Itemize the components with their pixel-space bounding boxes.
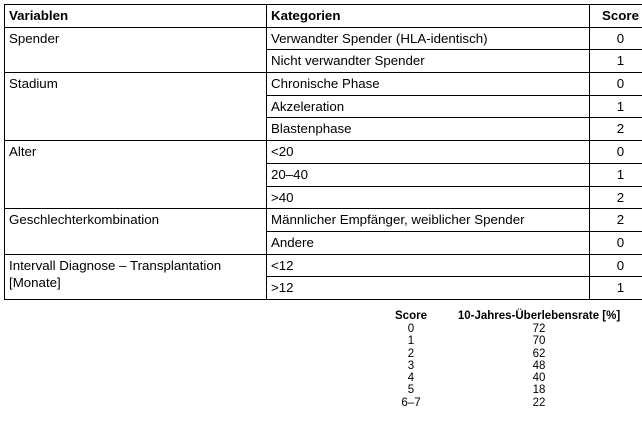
survival-rate-value: 62 bbox=[532, 347, 546, 360]
survival-rate-value: 40 bbox=[532, 372, 546, 385]
score-value: 5 bbox=[407, 384, 415, 397]
category-cell: Verwandter Spender (HLA-identisch) bbox=[267, 27, 590, 50]
survival-rate-value: 18 bbox=[532, 384, 546, 397]
score-cell: 1 bbox=[590, 163, 642, 186]
category-cell: <20 bbox=[267, 141, 590, 164]
survival-rate-value: 48 bbox=[532, 359, 546, 372]
score-cell: 2 bbox=[590, 209, 642, 232]
category-cell: Blastenphase bbox=[267, 118, 590, 141]
score-cell: 2 bbox=[590, 118, 642, 141]
table-header-row bbox=[5, 5, 642, 28]
category-cell: >12 bbox=[267, 277, 590, 300]
variable-cell: Geschlechterkombination bbox=[5, 209, 267, 254]
score-cell: 1 bbox=[590, 95, 642, 118]
category-cell: Nicht verwandter Spender bbox=[267, 50, 590, 73]
variable-cell: Stadium bbox=[5, 73, 267, 141]
score-cell: 0 bbox=[590, 27, 642, 50]
score-value: 6–7 bbox=[401, 396, 421, 409]
table-row bbox=[386, 323, 636, 335]
survival-rate-value: 72 bbox=[532, 323, 546, 335]
table-row bbox=[5, 27, 642, 50]
score-cell: 2 bbox=[590, 186, 642, 209]
header-score: Score bbox=[395, 309, 427, 322]
score-cell: 0 bbox=[590, 231, 642, 254]
table-row bbox=[5, 73, 642, 96]
survival-header-row bbox=[386, 309, 636, 323]
header-variablen: Variablen bbox=[5, 5, 267, 28]
variable-cell: Intervall Diagnose – Transplantation [Monate] bbox=[5, 254, 267, 299]
table-row bbox=[386, 372, 636, 384]
score-value: 2 bbox=[407, 347, 415, 360]
category-cell: 20–40 bbox=[267, 163, 590, 186]
survival-rate-value: 70 bbox=[532, 335, 546, 348]
category-cell: Männlicher Empfänger, weiblicher Spender bbox=[267, 209, 590, 232]
table-row bbox=[5, 209, 642, 232]
table-row bbox=[386, 360, 636, 372]
header-kategorien: Kategorien bbox=[267, 5, 590, 28]
category-cell: >40 bbox=[267, 186, 590, 209]
header-survival-rate: 10-Jahres-Überlebensrate [%] bbox=[457, 309, 621, 322]
category-cell: Chronische Phase bbox=[267, 73, 590, 96]
score-variables-table bbox=[4, 4, 642, 300]
table-row bbox=[5, 254, 642, 277]
score-value: 1 bbox=[407, 335, 415, 348]
variable-cell: Spender bbox=[5, 27, 267, 72]
table-row bbox=[5, 141, 642, 164]
header-score: Score bbox=[590, 5, 642, 28]
category-cell: Andere bbox=[267, 231, 590, 254]
score-cell: 0 bbox=[590, 141, 642, 164]
table-row bbox=[386, 384, 636, 396]
survival-rate-value: 22 bbox=[532, 396, 546, 409]
variable-cell: Alter bbox=[5, 141, 267, 209]
score-value: 4 bbox=[407, 372, 415, 385]
table-row bbox=[386, 335, 636, 347]
score-value: 3 bbox=[407, 359, 415, 372]
table-row bbox=[386, 397, 636, 409]
survival-rate-table bbox=[386, 309, 636, 409]
score-value: 0 bbox=[407, 323, 415, 335]
category-cell: <12 bbox=[267, 254, 590, 277]
score-cell: 0 bbox=[590, 254, 642, 277]
table-row bbox=[386, 348, 636, 360]
category-cell: Akzeleration bbox=[267, 95, 590, 118]
score-cell: 1 bbox=[590, 277, 642, 300]
score-cell: 0 bbox=[590, 73, 642, 96]
score-cell: 1 bbox=[590, 50, 642, 73]
